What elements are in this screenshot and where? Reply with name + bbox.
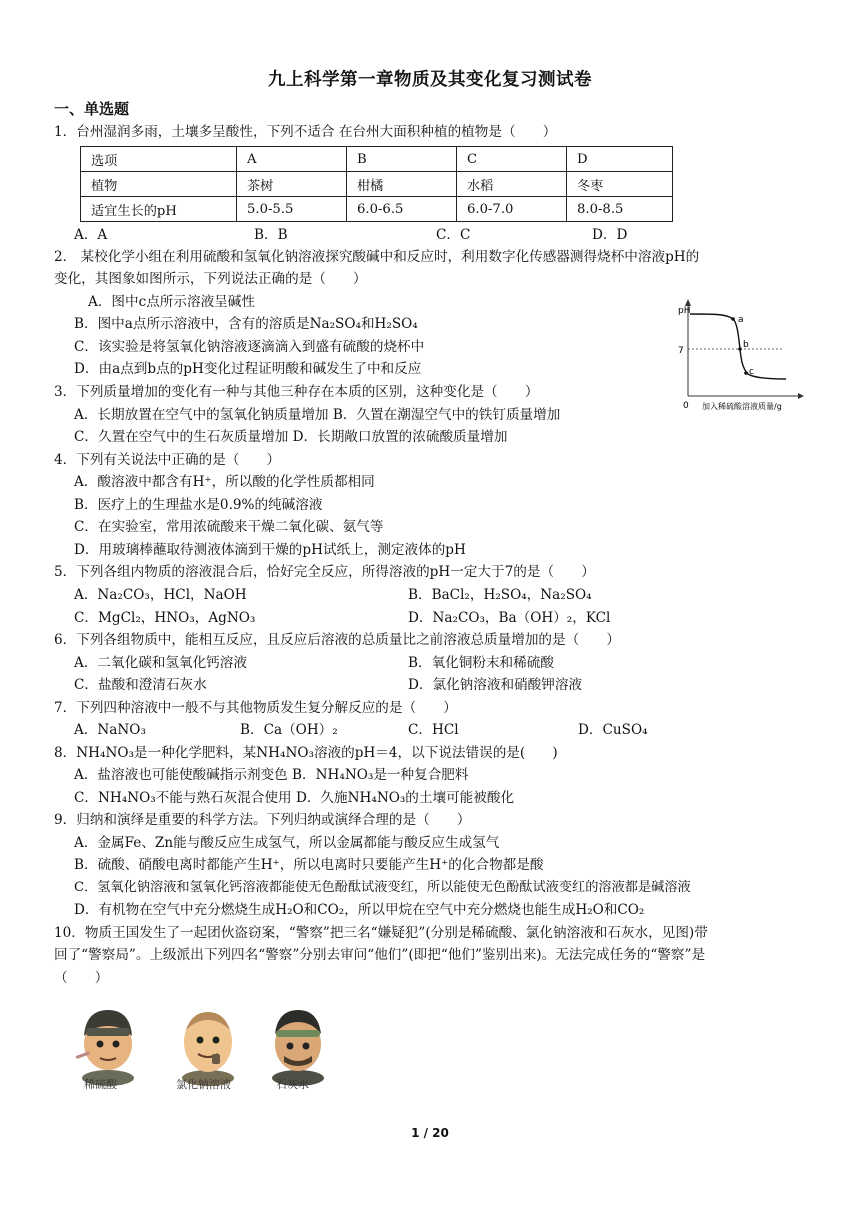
question-5-option-a: A．Na₂CO₃，HCl，NaOH [74,587,247,603]
question-5-option-d: D．Na₂CO₃，Ba（OH）₂，KCl [408,610,611,626]
question-1-stem: 1．台州湿润多雨，土壤多呈酸性，下列不适合 在台州大面积种植的植物是（ ） [54,124,557,140]
table-cell: 6.0-7.0 [457,197,567,222]
page-number: 1 / 20 [411,1126,449,1140]
question-7-option-a: A．NaNO₃ [74,722,146,738]
x-axis-arrow [798,393,804,399]
question-1-option-c: C．C [436,227,471,243]
table-cell: 水稻 [457,172,567,197]
question-6-option-d: D．氯化钠溶液和硝酸钾溶液 [408,677,583,693]
question-5-option-c: C．MgCl₂，HNO₃，AgNO₃ [74,610,256,626]
question-5-stem: 5．下列各组内物质的溶液混合后，恰好完全反应，所得溶液的pH一定大于7的是（ ） [54,564,595,580]
suspect-caption: 稀硫酸 [84,1078,117,1091]
question-2-stem-line1: 2． 某校化学小组在利用硫酸和氢氧化钠溶液探究酸碱中和反应时，利用数字化传感器测得烧杯中溶液pH的 [54,249,700,265]
table-cell: 8.0-8.5 [567,197,673,222]
question-4-stem: 4．下列有关说法中正确的是（ ） [54,452,281,468]
question-8-options-line1: A．盐溶液也可能使酸碱指示剂变色 B．NH₄NO₃是一种复合肥料 [74,767,469,783]
question-4-option-c: C．在实验室，常用浓硫酸来干燥二氧化碳、氨气等 [74,519,384,535]
question-10-stem-line2: 回了“警察局”。上级派出下列四名“警察”分别去审问“他们”(即把“他们”鉴别出来)。无法完成任务的“警察”是 [54,947,706,963]
point-b-label: b [743,340,749,350]
table-row [81,172,673,197]
table-cell: 5.0-5.5 [237,197,347,222]
y-axis-label: pH [678,306,691,316]
point-a-label: a [738,315,744,325]
suspect-caption: 石灰水 [276,1078,309,1091]
question-2-option-b: B．图中a点所示溶液中，含有的溶质是Na₂SO₄和H₂SO₄ [74,316,418,332]
question-2-stem-line2: 变化，其图象如图所示，下列说法正确的是（ ） [54,271,367,287]
question-3-options-line1: A．长期放置在空气中的氢氧化钠质量增加 B．久置在潮湿空气中的铁钉质量增加 [74,407,561,423]
question-2-option-c: C．该实验是将氢氧化钠溶液逐滴滴入到盛有硫酸的烧杯中 [74,339,425,355]
question-7-option-c: C．HCl [408,722,459,738]
question-6-stem: 6．下列各组物质中，能相互反应，且反应后溶液的总质量比之前溶液总质量增加的是（ ） [54,632,620,648]
section-heading: 一、单选题 [54,100,130,118]
question-2-option-a: A．图中c点所示溶液呈碱性 [88,294,255,310]
y-axis-arrow [685,299,691,306]
suspect-caption: 氯化钠溶液 [176,1078,231,1091]
tick-7-label: 7 [678,346,684,356]
table-cell: A [237,147,347,172]
question-6-option-c: C．盐酸和澄清石灰水 [74,677,207,693]
question-6-option-a: A．二氧化碳和氢氧化钙溶液 [74,655,247,671]
question-10-stem-line3: （ ） [54,970,109,986]
point-b [738,347,742,351]
question-9-option-b: B．硫酸、硝酸电离时都能产生H⁺，所以电离时只要能产生H⁺的化合物都是酸 [74,857,544,873]
question-1-option-d: D．D [592,227,628,243]
question-4-option-a: A．酸溶液中都含有H⁺，所以酸的化学性质都相同 [74,474,375,490]
question-10-stem-line1: 10．物质王国发生了一起团伙盗窃案，“警察”把三名“嫌疑犯”(分别是稀硫酸、氯化钠溶液和石灰水，见图)带 [54,925,708,941]
table-cell: 柑橘 [347,172,457,197]
question-2-option-d: D．由a点到b点的pH变化过程证明酸和碱发生了中和反应 [74,361,422,377]
table-cell: 茶树 [237,172,347,197]
question-3-stem: 3．下列质量增加的变化有一种与其他三种存在本质的区别，这种变化是（ ） [54,384,539,400]
ph-curve-chart [672,296,812,418]
question-6-option-b: B．氧化铜粉末和稀硫酸 [408,655,554,671]
question-7-option-d: D．CuSO₄ [578,722,648,738]
point-c [744,371,748,375]
question-8-options-line2: C．NH₄NO₃不能与熟石灰混合使用 D．久施NH₄NO₃的土壤可能被酸化 [74,790,515,806]
question-1-option-a: A．A [74,227,108,243]
question-4-option-b: B．医疗上的生理盐水是0.9%的纯碱溶液 [74,497,323,513]
point-c-label: c [749,367,754,377]
question-8-stem: 8．NH₄NO₃是一种化学肥料，某NH₄NO₃溶液的pH＝4，以下说法错误的是( ) [54,745,558,761]
table-cell: D [567,147,673,172]
table-cell: 冬枣 [567,172,673,197]
origin-label: 0 [683,401,689,411]
question-7-stem: 7．下列四种溶液中一般不与其他物质发生复分解反应的是（ ） [54,700,457,716]
question-9-stem: 9．归纳和演绎是重要的科学方法。下列归纳或演绎合理的是（ ） [54,812,471,828]
table-cell: B [347,147,457,172]
point-a [731,317,735,321]
table-cell: 适宜生长的pH [81,197,237,222]
x-axis-label: 加入稀硫酸溶液质量/g [702,402,782,411]
question-1-option-b: B．B [254,227,288,243]
question-4-option-d: D．用玻璃棒蘸取待测液体滴到干燥的pH试纸上，测定液体的pH [74,542,466,558]
document-title: 九上科学第一章物质及其变化复习测试卷 [268,70,592,90]
table-cell: 植物 [81,172,237,197]
question-3-options-line2: C．久置在空气中的生石灰质量增加 D．长期敞口放置的浓硫酸质量增加 [74,429,508,445]
table-row [81,197,673,222]
question-9-option-a: A．金属Fe、Zn能与酸反应生成氢气，所以金属都能与酸反应生成氢气 [74,835,500,851]
question-5-option-b: B．BaCl₂，H₂SO₄，Na₂SO₄ [408,587,592,603]
question-7-option-b: B．Ca（OH）₂ [240,722,338,738]
table-cell: C [457,147,567,172]
table-cell: 6.0-6.5 [347,197,457,222]
question-9-option-d: D．有机物在空气中充分燃烧生成H₂O和CO₂，所以甲烷在空气中充分燃烧也能生成H₂O和CO₂ [74,902,645,918]
question-9-option-c: C．氢氧化钠溶液和氢氧化钙溶液都能使无色酚酞试液变红，所以能使无色酚酞试液变红的溶液都是碱溶液 [74,880,691,895]
table-row [81,147,673,172]
question-1-table [80,146,673,222]
table-cell: 选项 [81,147,237,172]
